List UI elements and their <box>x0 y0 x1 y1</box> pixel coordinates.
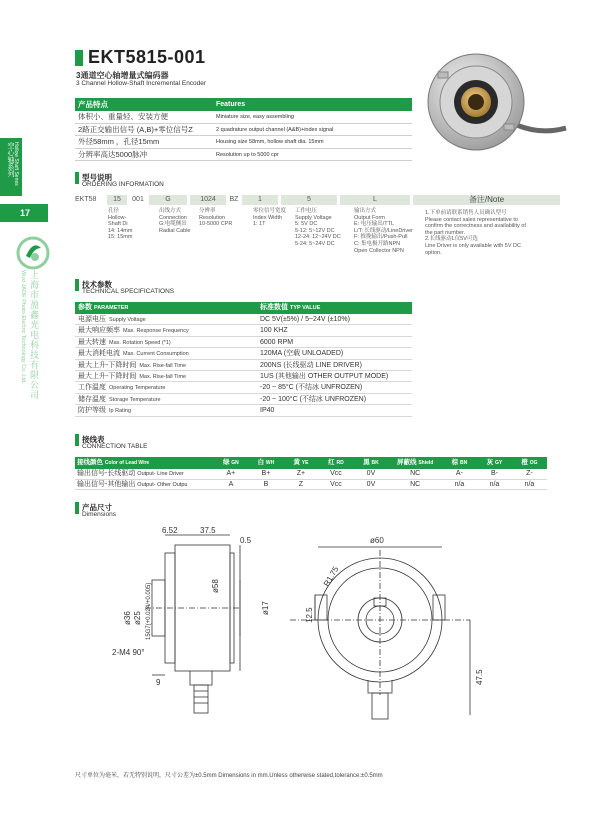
ordering-title-cn: 型号说明 <box>82 173 112 182</box>
ordering-col-line: Resolution <box>199 214 225 221</box>
spec-param-en: Max. Response Frequency <box>123 328 189 335</box>
dim-label: 37.5 <box>200 526 216 535</box>
spec-value: 120MA (空载 UNLOADED) <box>260 350 344 358</box>
ordering-col-line: 孔径 <box>108 208 120 214</box>
feature-cn: 体积小、重量轻、安装方便 <box>78 112 168 121</box>
page-title: EKT5815-001 <box>88 47 206 67</box>
spec-param-cn: 储存温度 <box>78 395 106 403</box>
specs-title-cn: 技术参数 <box>82 280 112 289</box>
ordering-col-line: Connection <box>159 214 187 221</box>
dim-label: 47.5 <box>475 669 484 685</box>
features-header <box>75 98 412 111</box>
feature-en: Resolution up to 5000 cpr <box>216 151 279 158</box>
dim-label: ø36 <box>123 611 132 625</box>
conn-head-en: OG <box>529 460 538 466</box>
ordering-col-line: 5: 5V DC <box>295 221 318 228</box>
spec-value: 200NS (长线驱动 LINE DRIVER) <box>260 361 362 369</box>
ordering-col-line: 10-5000 CPR <box>199 221 233 228</box>
conn-head-en: GY <box>494 460 503 466</box>
ordering-col-line: 1: 1T <box>253 221 266 228</box>
spec-head-value-en: TYP VALUE <box>289 305 321 311</box>
conn-head-en: YE <box>301 460 309 466</box>
conn-cell: n/a <box>454 480 465 488</box>
page-number: 17 <box>0 204 48 222</box>
connection-row <box>75 469 547 480</box>
ordering-col-line: 5-24: 5~24V DC <box>295 240 335 247</box>
ordering-col-line: L/T: 长线驱动/LineDriver <box>354 227 413 234</box>
code-part: EKT58 <box>75 196 97 203</box>
code-part: 1 <box>242 195 278 205</box>
spec-row <box>75 325 412 336</box>
company-name-en: Wuxi JADE Photo-Electric Technology Co.,Ltd. <box>20 270 26 384</box>
ordering-accent-bar <box>75 172 79 184</box>
conn-head-cn: 屏蔽线 <box>397 459 417 466</box>
code-part: 15 <box>107 195 127 205</box>
spec-head-param-cn: 参数 <box>78 304 92 311</box>
dim-label: 0.5 <box>240 536 252 545</box>
spec-param-en: Storage Temperature <box>109 396 161 403</box>
conn-head-cn: 黄 <box>293 459 300 466</box>
conn-row-label-en: Output- Line Driver <box>137 471 184 477</box>
ordering-col-bore <box>108 208 142 241</box>
ordering-col-voltage <box>295 208 355 248</box>
connection-header <box>75 457 547 469</box>
conn-cell: n/a <box>524 480 535 488</box>
spec-row <box>75 360 412 371</box>
note-line: confirm the correctness and availability of <box>425 223 526 230</box>
feature-row <box>75 124 412 137</box>
spec-param-en: Max. Rise-fall Time <box>139 362 187 369</box>
conn-cell: n/a <box>489 480 500 488</box>
ordering-col-line: Open Collector NPN <box>354 247 404 254</box>
connection-title-cn: 接线表 <box>82 435 105 444</box>
spec-row <box>75 314 412 325</box>
ordering-col-resolution <box>199 208 247 228</box>
spec-param-en: Ip Rating <box>109 408 132 415</box>
note-line: the part number. <box>425 229 466 236</box>
ordering-col-line: Output Form <box>354 214 385 221</box>
feature-cn: 外径58mm ，孔径15mm <box>78 137 160 146</box>
conn-row-label-en: Output- Other Outpu <box>137 481 188 488</box>
specs-header <box>75 302 412 314</box>
note-line: 2.长线驱动L仅5V可选 <box>425 236 478 243</box>
conn-head-cn: 橙 <box>521 459 528 466</box>
spec-param-en: Supply Voltage <box>109 317 146 323</box>
title-accent-bar <box>75 50 83 66</box>
conn-cell: 0V <box>366 470 376 477</box>
spec-param-cn: 最大转速 <box>78 338 106 346</box>
conn-cell: NC <box>410 480 421 488</box>
subtitle-cn: 3通道空心轴增量式编码器 <box>76 71 169 80</box>
spec-value: 1US (其他输出 OTHER OUTPUT MODE) <box>260 372 389 380</box>
note-line: Line Driver is only available with 5V DC <box>425 242 521 249</box>
spec-value: -20 ~ 85°C (不结冰 UNFROZEN) <box>260 384 363 392</box>
note-line: option. <box>425 249 442 256</box>
spec-row <box>75 348 412 359</box>
dim-label: 12.5 <box>305 607 314 623</box>
conn-cell: Z- <box>526 470 533 477</box>
dim-label: ø58 <box>211 579 220 593</box>
series-label-cn: 空心轴系列 <box>7 142 14 177</box>
connection-accent-bar <box>75 434 79 446</box>
feature-cn: 2路正交输出信号 (A,B)+零位信号Z <box>78 124 193 134</box>
spec-head-value-cn: 标准数值 <box>260 304 288 311</box>
ordering-col-line: 出线方式 <box>159 208 182 214</box>
spec-param-cn: 最大响应频率 <box>78 327 120 335</box>
conn-cell: Z+ <box>296 470 306 477</box>
conn-cell: B- <box>490 470 498 477</box>
specs-table <box>75 302 412 417</box>
conn-cell: Vcc <box>330 470 342 477</box>
note-header: 备注/Note <box>413 195 560 205</box>
connection-table <box>75 457 547 490</box>
features-header-en: Features <box>216 101 246 108</box>
spec-param-cn: 最大消耗电流 <box>78 350 120 358</box>
spec-param-en: Max. Rise-fall Time <box>139 373 187 380</box>
conn-head-en: GN <box>231 460 239 466</box>
ordering-notes <box>425 210 571 256</box>
conn-head-en: BK <box>371 460 379 466</box>
dim-label: R1.75 <box>321 565 341 588</box>
code-part: BZ <box>229 196 239 203</box>
conn-head-en: WH <box>265 460 275 466</box>
spec-param-cn: 最大上升-下降时间 <box>78 361 137 369</box>
conn-cell: 0V <box>366 480 376 488</box>
spec-param-en: Max. Rotation Speed (*1) <box>109 339 171 346</box>
conn-cell: NC <box>410 470 421 477</box>
company-logo-icon <box>16 236 50 270</box>
feature-row <box>75 136 412 149</box>
ordering-col-line: G:电缆侧出 <box>159 221 187 228</box>
conn-row-label-cn: 输出信号-长线驱动 <box>77 470 136 477</box>
features-table <box>75 98 412 161</box>
conn-cell: A <box>228 480 234 488</box>
dim-label: ø25 <box>133 611 142 625</box>
spec-value: IP40 <box>260 407 275 415</box>
dimensions-accent-bar <box>75 502 79 514</box>
ordering-col-connection <box>159 208 199 234</box>
conn-head-cn: 白 <box>257 459 265 466</box>
ordering-col-line: 5-12: 5~12V DC <box>295 227 335 234</box>
ordering-col-line: Hollow- <box>108 214 127 221</box>
spec-row <box>75 405 412 416</box>
conn-head-cn: 黑 <box>363 459 370 466</box>
conn-head-en: BN <box>459 460 468 466</box>
footnote: 尺寸单位为毫米，若无特别说明，尺寸公差为±0.5mm Dimensions in mm.Unless otherwise stated,tolerance:±0.5mm <box>75 773 383 779</box>
features-header-cn: 产品特点 <box>78 100 108 109</box>
dim-label: ø17 <box>261 601 270 615</box>
ordering-col-line: Radial Cable <box>159 227 191 234</box>
front-view <box>290 547 470 719</box>
dimensions-title-en: Dimensions <box>82 511 116 518</box>
subtitle-en: 3 Channel Hollow-Shaft Incremental Encoder <box>76 80 207 87</box>
ordering-col-line: 15: 15mm <box>108 234 133 241</box>
code-part: 1024 <box>190 195 226 205</box>
ordering-col-line: 零位信号宽度 <box>253 208 287 214</box>
spec-row <box>75 337 412 348</box>
ordering-col-line: 12-24: 12~24V DC <box>295 234 341 241</box>
conn-head-en: RD <box>336 460 344 466</box>
ordering-col-line: E: 电压输出/TTL <box>354 221 395 228</box>
note-line: 1.下单前请联系销售人员确认型号 <box>425 210 507 216</box>
feature-en: Housing size 58mm, hollow shaft dia. 15mm <box>216 139 324 145</box>
code-part: G <box>149 195 187 205</box>
spec-row <box>75 394 412 405</box>
dimension-drawing <box>90 525 560 760</box>
ordering-col-line: Supply Voltage <box>295 214 332 221</box>
ordering-col-line: 14: 14mm <box>108 227 133 234</box>
spec-value: 100 KHZ <box>260 327 288 335</box>
feature-en: 2 quadrature output channel (A&B)+index signal <box>216 126 334 133</box>
ordering-col-line: 工作电压 <box>295 208 318 214</box>
code-part: 5 <box>281 195 337 205</box>
ordering-col-line: 输出方式 <box>354 208 377 214</box>
dim-label: 6.52 <box>162 526 178 535</box>
ordering-col-line: C: 集电极开路NPN <box>354 240 401 247</box>
series-label-en: Hollow Shaft Series <box>13 142 19 186</box>
encoder-photo <box>418 44 568 164</box>
conn-head-cn: 接线颜色 <box>77 459 103 466</box>
conn-head-cn: 灰 <box>486 459 494 466</box>
ordering-col-line: Index Width <box>253 214 283 221</box>
spec-row <box>75 371 412 382</box>
dimensions-title-cn: 产品尺寸 <box>82 503 112 512</box>
ordering-col-line: F: 推挽输出/Push-Pull <box>354 234 408 241</box>
dim-label: 15G7(+0.024/+0.005) <box>146 582 152 640</box>
spec-row <box>75 382 412 393</box>
spec-value: -20 ~ 100°C (不结冰 UNFROZEN) <box>260 395 367 403</box>
conn-head-en: Shield <box>418 460 434 466</box>
ordering-col-index <box>253 208 293 228</box>
specs-accent-bar <box>75 279 79 291</box>
conn-cell: Z <box>298 480 304 488</box>
spec-param-cn: 防护等级 <box>78 407 106 415</box>
conn-cell: B+ <box>261 470 271 477</box>
feature-row <box>75 149 412 162</box>
feature-en: Miniature size, easy assembling <box>216 114 294 120</box>
conn-cell: A+ <box>226 470 236 477</box>
conn-cell: B <box>263 480 269 488</box>
series-strip <box>0 138 22 196</box>
code-part: 001 <box>132 196 144 203</box>
ordering-col-output <box>354 208 424 254</box>
conn-row-label-cn: 输出信号-其他输出 <box>77 480 136 488</box>
ordering-col-line: Shaft Di <box>108 221 128 228</box>
connection-title-en: CONNECTION TABLE <box>82 443 148 450</box>
spec-param-en: Max. Current Consumption <box>123 351 189 358</box>
company-name-cn: 上海市盈鑫光电科技有限公司 <box>29 270 39 400</box>
ordering-col-line: 分辨率 <box>199 208 216 214</box>
spec-param-en: Operating Temperature <box>109 385 166 392</box>
conn-cell: Vcc <box>330 480 342 488</box>
spec-param-cn: 工作温度 <box>78 384 106 392</box>
spec-param-cn: 电源电压 <box>78 316 106 323</box>
spec-head-param-en: PARAMETER <box>93 305 129 311</box>
code-part: L <box>340 195 410 205</box>
conn-head-en: Color of Lead Wire <box>104 460 150 466</box>
spec-value: DC 5V(±5%) / 5~24V (±10%) <box>260 316 350 323</box>
spec-value: 6000 RPM <box>260 338 294 346</box>
connection-row <box>75 480 547 491</box>
specs-title-en: TECHNICAL SPECIFICATIONS <box>82 288 175 295</box>
dim-label: ø60 <box>370 536 384 545</box>
ordering-code-row <box>75 195 569 205</box>
spec-param-cn: 最大上升-下降时间 <box>78 372 137 380</box>
conn-head-cn: 棕 <box>451 459 459 466</box>
feature-row <box>75 111 412 124</box>
conn-head-cn: 红 <box>328 459 335 466</box>
dim-label: 9 <box>156 678 161 687</box>
conn-head-cn: 绿 <box>222 459 230 466</box>
conn-cell: A- <box>455 470 463 477</box>
note-line: Please contact sales representative to <box>425 216 518 223</box>
ordering-title-en: ORDERING INFORMATION <box>82 181 164 188</box>
feature-cn: 分辨率高达5000脉冲 <box>78 149 148 159</box>
dim-label: 2-M4 90° <box>112 648 145 657</box>
